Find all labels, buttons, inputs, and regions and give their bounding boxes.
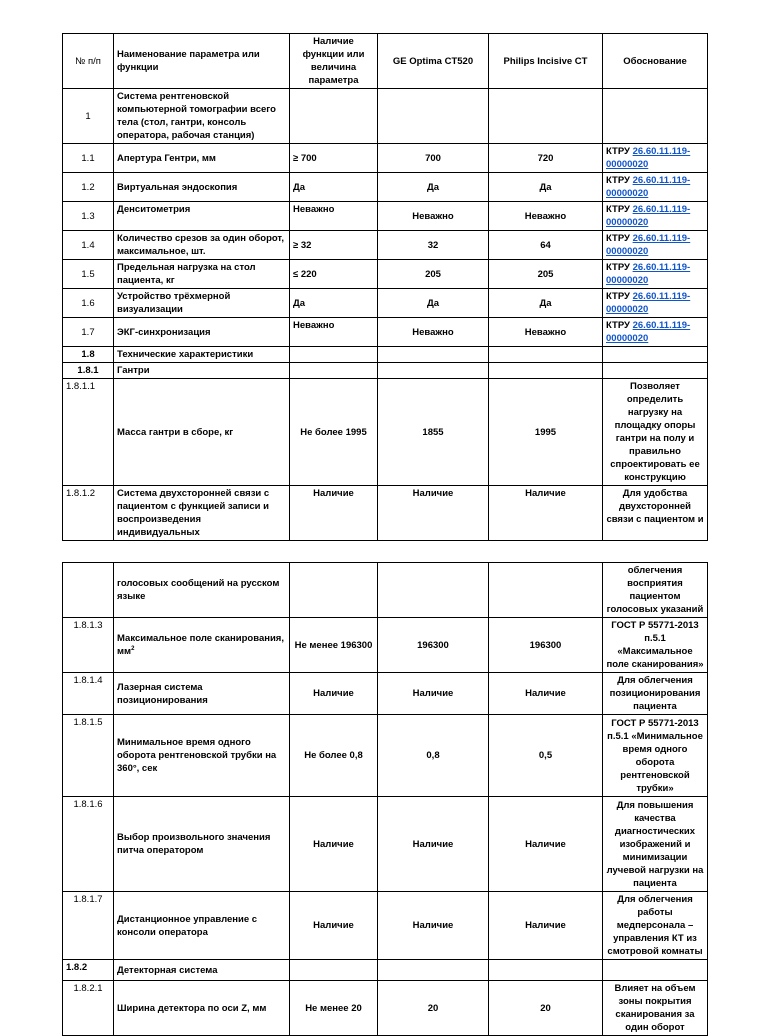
row-philips-value: Наличие bbox=[489, 673, 603, 715]
row-requirement: Наличие bbox=[290, 486, 378, 541]
row-name: Максимальное поле сканирования, $мм^2$ bbox=[114, 618, 290, 673]
row-requirement: Да bbox=[290, 173, 378, 202]
row-philips-value: 0,5 bbox=[489, 715, 603, 797]
row-ge-value: 700 bbox=[378, 144, 489, 173]
row-ge-value: Да bbox=[378, 289, 489, 318]
table-row bbox=[63, 144, 708, 173]
row-ge-value: Наличие bbox=[378, 673, 489, 715]
row-requirement: Не менее 20 bbox=[290, 981, 378, 1036]
table-row bbox=[63, 260, 708, 289]
row-requirement: Наличие bbox=[290, 892, 378, 960]
row-name: Ширина детектора по оси Z, мм bbox=[114, 981, 290, 1036]
row-name: Предельная нагрузка на стол пациента, кг bbox=[114, 260, 290, 289]
row-requirement: ≤ 220 bbox=[290, 260, 378, 289]
row-num: 1.3 bbox=[63, 202, 114, 231]
row-requirement: Неважно bbox=[290, 318, 378, 347]
ktru-link[interactable]: 26.60.11.119-00000020 bbox=[606, 320, 691, 344]
row-philips-value: Неважно bbox=[489, 202, 603, 231]
row-num: 1.2 bbox=[63, 173, 114, 202]
row-ge-value: 20 bbox=[378, 981, 489, 1036]
row-name: ЭКГ-синхронизация bbox=[114, 318, 290, 347]
ktru-link[interactable]: 26.60.11.119-00000020 bbox=[606, 175, 691, 199]
row-philips-value: Наличие bbox=[489, 797, 603, 892]
row-philips-value: Неважно bbox=[489, 318, 603, 347]
row-name: Дистанционное управление с консоли оператора bbox=[114, 892, 290, 960]
row-requirement: ≥ 700 bbox=[290, 144, 378, 173]
header-philips: Philips Incisive CT bbox=[489, 34, 603, 89]
ktru-link[interactable]: 26.60.11.119-00000020 bbox=[606, 291, 691, 315]
row-ge-value: 1855 bbox=[378, 379, 489, 486]
ktru-link[interactable]: 26.60.11.119-00000020 bbox=[606, 262, 691, 286]
row-name: голосовых сообщений на русском языке bbox=[114, 563, 290, 618]
row-num: 1.8 bbox=[63, 347, 114, 363]
ktru-reference: КТРУ 26.60.11.119-00000020 bbox=[603, 318, 708, 347]
row-philips-value: 205 bbox=[489, 260, 603, 289]
table-row bbox=[63, 486, 708, 541]
ktru-reference: КТРУ 26.60.11.119-00000020 bbox=[603, 231, 708, 260]
row-ge-value: Наличие bbox=[378, 892, 489, 960]
row-philips-value: 1995 bbox=[489, 379, 603, 486]
row-name: Устройство трёхмерной визуализации bbox=[114, 289, 290, 318]
table-row bbox=[63, 289, 708, 318]
row-reason: Для повышения качества диагностических изображений и минимизации лучевой нагрузки на пациента bbox=[603, 797, 708, 892]
ktru-reference: КТРУ 26.60.11.119-00000020 bbox=[603, 260, 708, 289]
row-requirement: Наличие bbox=[290, 673, 378, 715]
row-ge-value: 196300 bbox=[378, 618, 489, 673]
row-requirement: Не более 1995 bbox=[290, 379, 378, 486]
row-ge-value: Неважно bbox=[378, 202, 489, 231]
row-name: Лазерная система позиционирования bbox=[114, 673, 290, 715]
row-philips-value: Наличие bbox=[489, 486, 603, 541]
row-name: Масса гантри в сборе, кг bbox=[114, 379, 290, 486]
row-requirement: Неважно bbox=[290, 202, 378, 231]
row-num: 1.8.2 bbox=[63, 960, 114, 981]
section-title: Детекторная система bbox=[114, 960, 290, 981]
table-row bbox=[63, 981, 708, 1036]
row-num: 1 bbox=[63, 89, 114, 144]
row-requirement: Да bbox=[290, 289, 378, 318]
table-row bbox=[63, 202, 708, 231]
row-ge-value: Неважно bbox=[378, 318, 489, 347]
row-name: Система рентгеновской компьютерной томографии всего тела (стол, гантри, консоль оператора, рабочая станция) bbox=[114, 89, 290, 144]
row-name: Выбор произвольного значения питча оператором bbox=[114, 797, 290, 892]
row-num: 1.8.1.3 bbox=[63, 618, 114, 673]
row-name: Виртуальная эндоскопия bbox=[114, 173, 290, 202]
ktru-reference: КТРУ 26.60.11.119-00000020 bbox=[603, 173, 708, 202]
row-name: Количество срезов за один оборот, максимальное, шт. bbox=[114, 231, 290, 260]
section-title: Технические характеристики bbox=[114, 347, 290, 363]
table-row bbox=[63, 563, 708, 618]
row-num: 1.8.1.6 bbox=[63, 797, 114, 892]
section-title: Гантри bbox=[114, 363, 290, 379]
row-name: Апертура Гентри, мм bbox=[114, 144, 290, 173]
section-row bbox=[63, 363, 708, 379]
header-ge: GE Optima CT520 bbox=[378, 34, 489, 89]
section-row bbox=[63, 347, 708, 363]
row-reason: Позволяет определить нагрузку на площадку опоры гантри на полу и правильно спроектировать ее конструкцию bbox=[603, 379, 708, 486]
row-reason: ГОСТ Р 55771-2013 п.5.1 «Максимальное поле сканирования» bbox=[603, 618, 708, 673]
row-requirement: Не менее 196300 bbox=[290, 618, 378, 673]
row-ge-value: 32 bbox=[378, 231, 489, 260]
table-row bbox=[63, 618, 708, 673]
row-num: 1.7 bbox=[63, 318, 114, 347]
table-row bbox=[63, 89, 708, 144]
row-num: 1.8.1.2 bbox=[63, 486, 114, 541]
table-row bbox=[63, 231, 708, 260]
row-num: 1.8.1.5 bbox=[63, 715, 114, 797]
ktru-reference: КТРУ 26.60.11.119-00000020 bbox=[603, 144, 708, 173]
table-row bbox=[63, 173, 708, 202]
table-row bbox=[63, 673, 708, 715]
ktru-link[interactable]: 26.60.11.119-00000020 bbox=[606, 233, 691, 257]
ktru-reference: КТРУ 26.60.11.119-00000020 bbox=[603, 202, 708, 231]
row-philips-value: Да bbox=[489, 289, 603, 318]
row-num: 1.5 bbox=[63, 260, 114, 289]
row-num: 1.1 bbox=[63, 144, 114, 173]
row-philips-value: 196300 bbox=[489, 618, 603, 673]
row-ge-value: Да bbox=[378, 173, 489, 202]
row-reason: ГОСТ Р 55771-2013 п.5.1 «Минимальное время одного оборота рентгеновской трубки» bbox=[603, 715, 708, 797]
table-row bbox=[63, 797, 708, 892]
row-num: 1.8.1.1 bbox=[63, 379, 114, 486]
row-ge-value: Наличие bbox=[378, 797, 489, 892]
row-reason: облегчения восприятия пациентом голосовых указаний bbox=[603, 563, 708, 618]
header-num: № п/п bbox=[63, 34, 114, 89]
row-reason: Влияет на объем зоны покрытия сканирования за один оборот bbox=[603, 981, 708, 1036]
table-row bbox=[63, 715, 708, 797]
table-row bbox=[63, 379, 708, 486]
table-row bbox=[63, 892, 708, 960]
ktru-link[interactable]: 26.60.11.119-00000020 bbox=[606, 146, 691, 170]
row-philips-value: 64 bbox=[489, 231, 603, 260]
row-num: 1.6 bbox=[63, 289, 114, 318]
spec-table-page-1 bbox=[62, 33, 708, 541]
row-num: 1.8.1.7 bbox=[63, 892, 114, 960]
row-num: 1.8.1.4 bbox=[63, 673, 114, 715]
row-name: Денситометрия bbox=[114, 202, 290, 231]
row-philips-value: Наличие bbox=[489, 892, 603, 960]
row-reason: Для облегчения работы медперсонала – управления КТ из смотровой комнаты bbox=[603, 892, 708, 960]
row-reason: Для облегчения позиционирования пациента bbox=[603, 673, 708, 715]
header-presence: Наличие функции или величина параметра bbox=[290, 34, 378, 89]
row-ge-value: 0,8 bbox=[378, 715, 489, 797]
row-name: Минимальное время одного оборота рентгеновской трубки на 360°, сек bbox=[114, 715, 290, 797]
row-name: Система двухсторонней связи с пациентом с функцией записи и воспроизведения индивидуальных bbox=[114, 486, 290, 541]
row-philips-value: 720 bbox=[489, 144, 603, 173]
row-num: 1.8.1 bbox=[63, 363, 114, 379]
header-reason: Обоснование bbox=[603, 34, 708, 89]
row-requirement: Не более 0,8 bbox=[290, 715, 378, 797]
row-philips-value: 20 bbox=[489, 981, 603, 1036]
row-requirement: Наличие bbox=[290, 797, 378, 892]
table-row bbox=[63, 318, 708, 347]
row-ge-value: Наличие bbox=[378, 486, 489, 541]
row-ge-value: 205 bbox=[378, 260, 489, 289]
row-reason: Для удобства двухсторонней связи с пациентом и bbox=[603, 486, 708, 541]
table-header-row bbox=[63, 34, 708, 89]
ktru-reference: КТРУ 26.60.11.119-00000020 bbox=[603, 289, 708, 318]
row-num: 1.8.2.1 bbox=[63, 981, 114, 1036]
section-row bbox=[63, 960, 708, 981]
ktru-link[interactable]: 26.60.11.119-00000020 bbox=[606, 204, 691, 228]
row-requirement: ≥ 32 bbox=[290, 231, 378, 260]
spec-table-page-2 bbox=[62, 562, 708, 1036]
header-name: Наименование параметра или функции bbox=[114, 34, 290, 89]
row-num: 1.4 bbox=[63, 231, 114, 260]
row-philips-value: Да bbox=[489, 173, 603, 202]
